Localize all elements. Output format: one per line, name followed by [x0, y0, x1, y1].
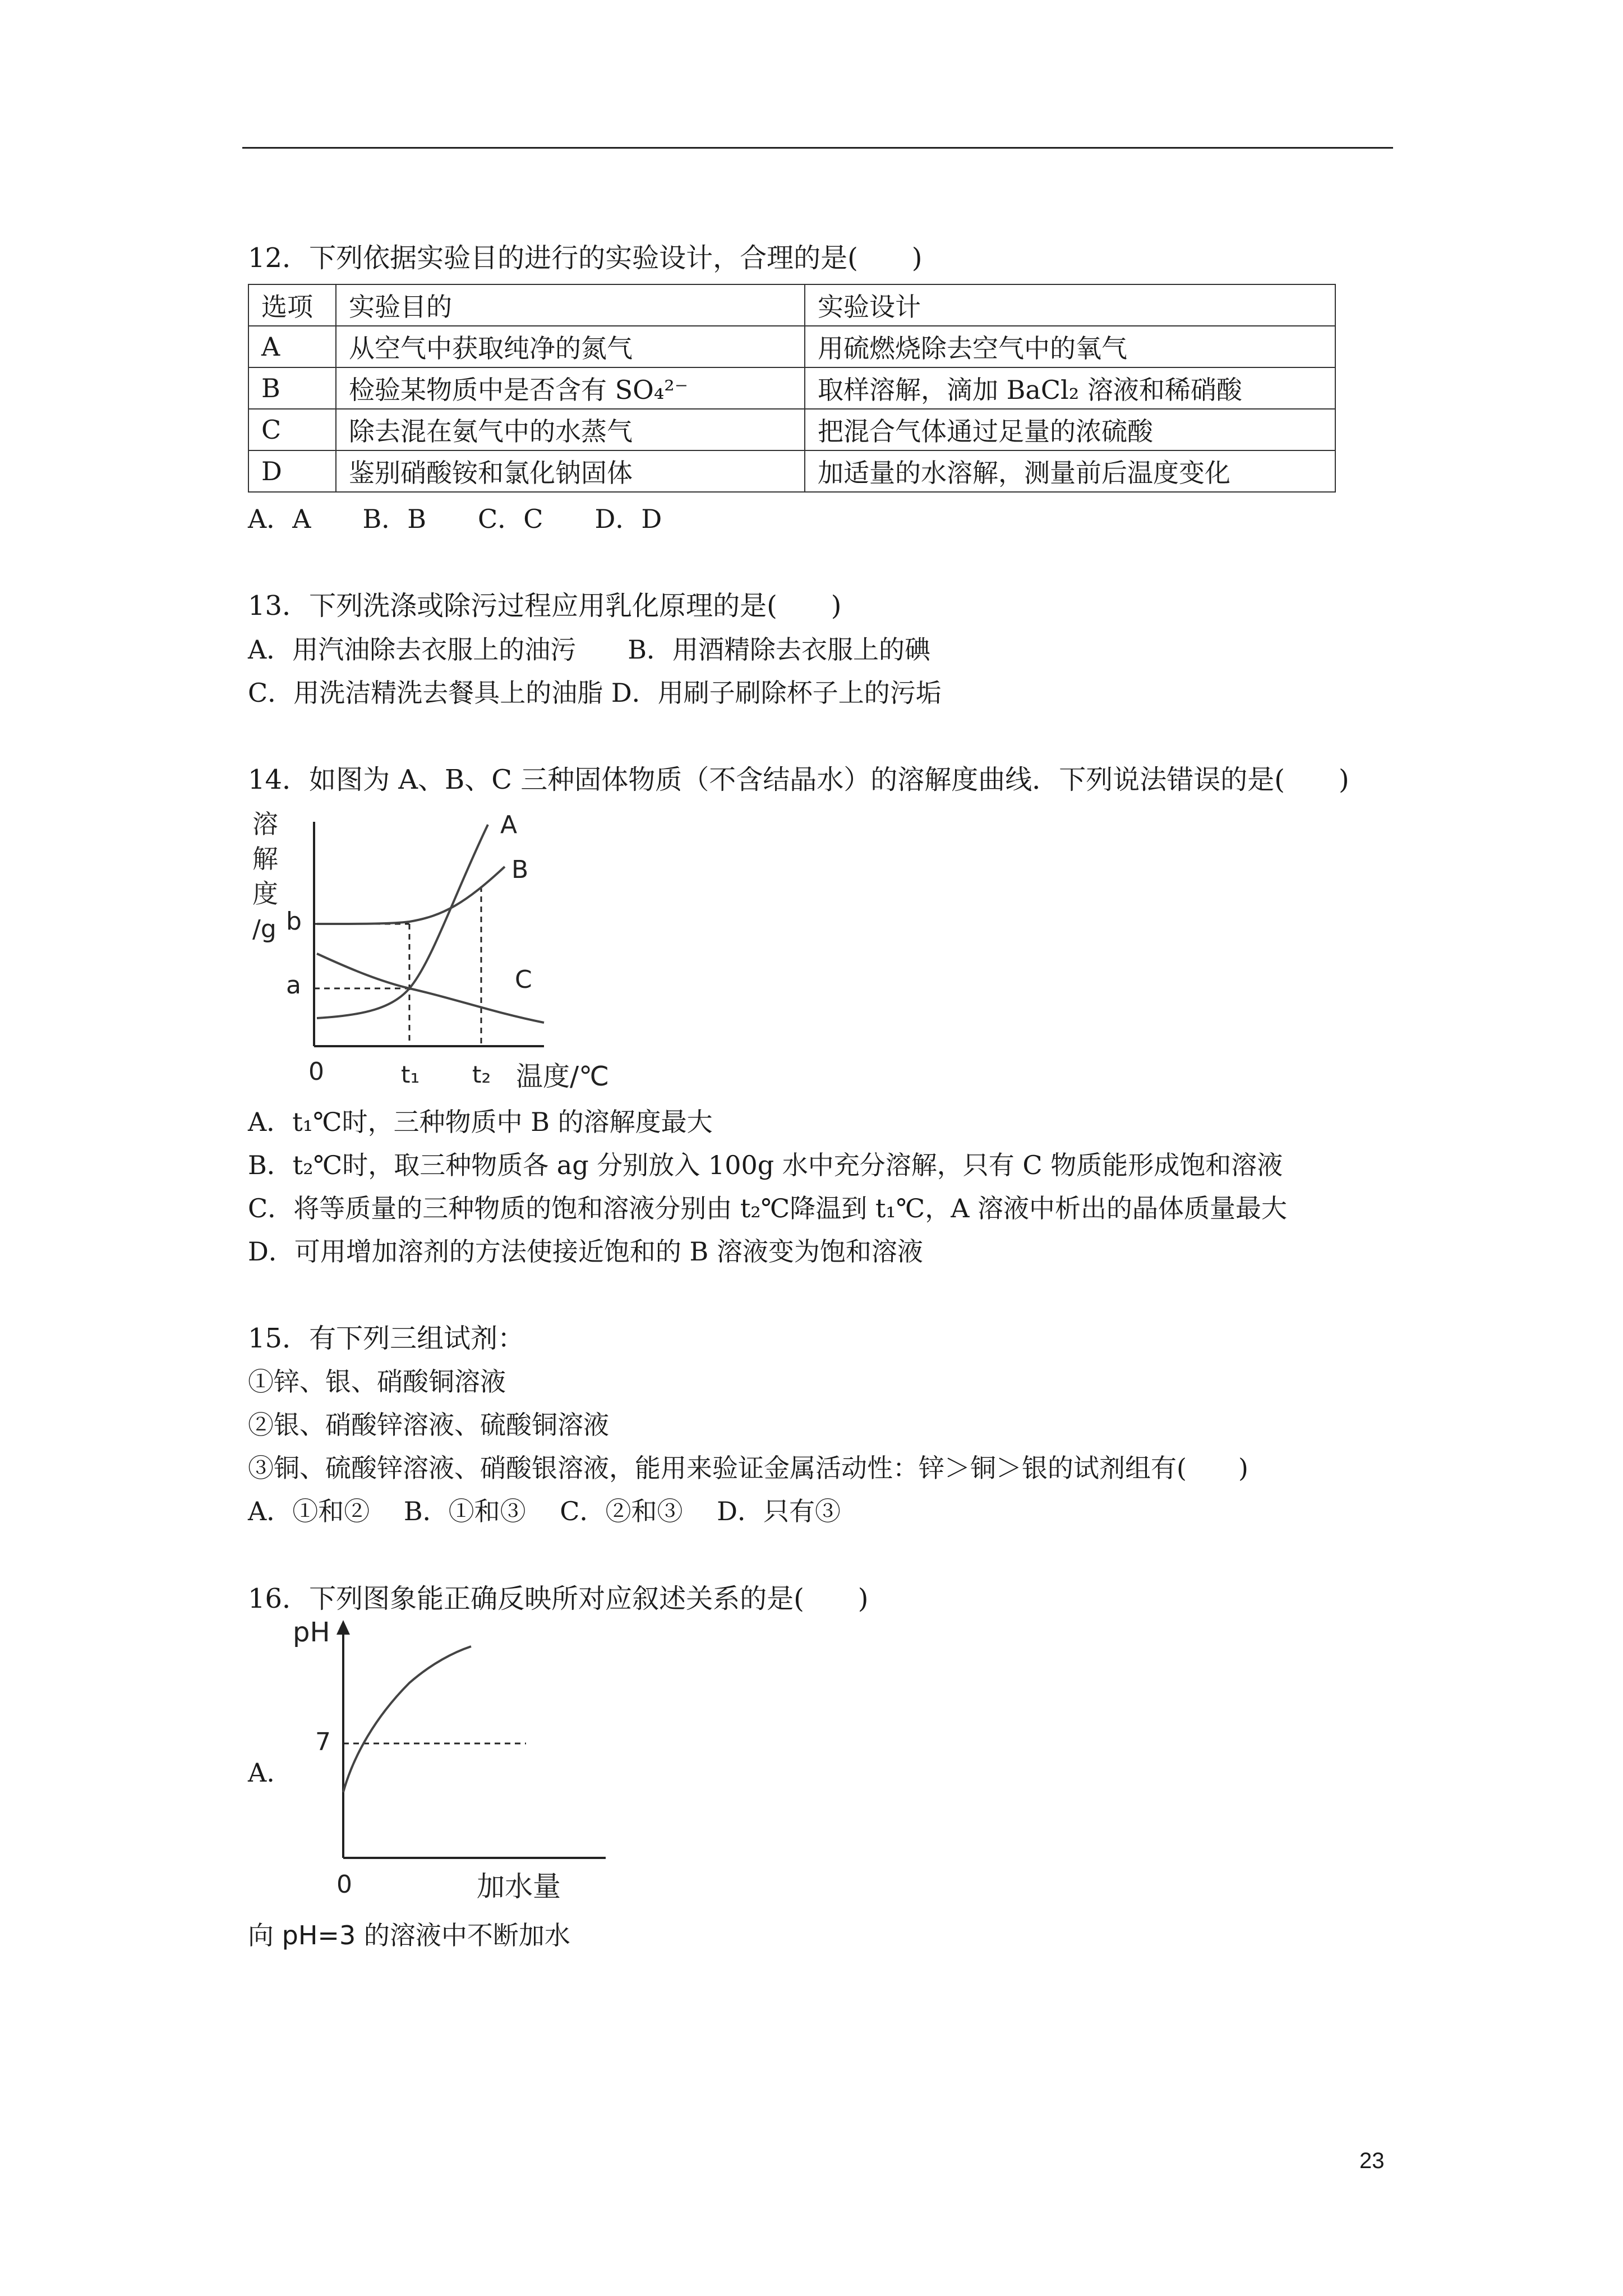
b-tick-label: b: [286, 907, 302, 936]
q14-option-d: D．可用增加溶剂的方法使接近饱和的 B 溶液变为饱和溶液: [248, 1236, 923, 1267]
t2-tick-label: t₂: [472, 1061, 491, 1088]
q15-group-2: ②银、硝酸锌溶液、硫酸铜溶液: [248, 1410, 609, 1440]
table-cell: 把混合气体通过足量的浓硫酸: [805, 409, 1335, 450]
table-cell: A: [248, 326, 336, 367]
table-cell: 从空气中获取纯净的氮气: [336, 326, 805, 367]
q13-options-cd: C．用洗洁精洗去餐具上的油脂 D．用刷子刷除杯子上的污垢: [248, 678, 942, 708]
q14-option-a: A．t₁℃时，三种物质中 B 的溶解度最大: [248, 1107, 713, 1137]
q12-answers: A．A B．B C．C D．D: [248, 504, 662, 534]
y-axis-label-4: /g: [252, 915, 276, 944]
q13-options-ab: A．用汽油除去衣服上的油污 B．用酒精除去衣服上的碘: [248, 634, 931, 665]
ph7-tick-label: 7: [315, 1728, 331, 1756]
q16-option-label: A.: [248, 1757, 275, 1788]
table-row: [248, 326, 1335, 367]
q15-stem: 15．有下列三组试剂：: [248, 1323, 525, 1354]
table-header: 实验目的: [336, 284, 805, 326]
table-row: [248, 409, 1335, 450]
t1-tick-label: t₁: [401, 1061, 420, 1088]
ph-curve: [343, 1646, 471, 1792]
origin-label: 0: [308, 1057, 324, 1086]
solubility-curve-graph: [241, 799, 656, 1102]
table-row: [248, 367, 1335, 409]
y-axis-label: pH: [293, 1617, 330, 1648]
q15-group-1: ①锌、银、硝酸铜溶液: [248, 1366, 506, 1397]
y-axis-label-2: 解: [252, 844, 278, 874]
q15-answers: A．①和② B．①和③ C．②和③ D．只有③: [248, 1496, 841, 1526]
curve-a-label: A: [500, 811, 518, 839]
q12-table: [248, 284, 1336, 493]
table-header: 选项: [248, 284, 336, 326]
table-cell: 检验某物质中是否含有 SO₄²⁻: [336, 367, 805, 409]
q14-option-b: B．t₂℃时，取三种物质各 ag 分别放入 100g 水中充分溶解，只有 C 物质能形成饱和溶液: [248, 1150, 1283, 1180]
table-row: [248, 450, 1335, 492]
ph-graph: [280, 1616, 617, 1907]
x-axis-label: 温度/℃: [516, 1061, 610, 1092]
table-cell: 鉴别硝酸铵和氯化钠固体: [336, 450, 805, 492]
y-axis-arrow: [336, 1620, 350, 1635]
q13-stem: 13．下列洗涤或除污过程应用乳化原理的是( ): [248, 590, 842, 622]
q14-stem: 14．如图为 A、B、C 三种固体物质（不含结晶水）的溶解度曲线．下列说法错误的是( ): [248, 764, 1349, 795]
q15-group-3: ③铜、硫酸锌溶液、硝酸银溶液，能用来验证金属活动性：锌＞铜＞银的试剂组有( ): [248, 1453, 1248, 1483]
q16-stem: 16．下列图象能正确反映所对应叙述关系的是( ): [248, 1583, 869, 1614]
q16-caption: 向 pH=3 的溶液中不断加水: [248, 1920, 570, 1950]
origin-label: 0: [336, 1870, 352, 1899]
table-cell: 取样溶解，滴加 BaCl₂ 溶液和稀硝酸: [805, 367, 1335, 409]
y-axis-label-1: 溶: [252, 809, 278, 839]
q14-option-c: C．将等质量的三种物质的饱和溶液分别由 t₂℃降温到 t₁℃，A 溶液中析出的晶体质量最大: [248, 1193, 1288, 1223]
curve-c-label: C: [515, 965, 532, 994]
a-tick-label: a: [286, 971, 301, 1000]
table-cell: 用硫燃烧除去空气中的氧气: [805, 326, 1335, 367]
y-axis-label-3: 度: [252, 878, 278, 909]
q12-stem: 12．下列依据实验目的进行的实验设计，合理的是( ): [248, 242, 923, 274]
table-cell: 除去混在氨气中的水蒸气: [336, 409, 805, 450]
header-rule: [242, 147, 1393, 149]
table-cell: C: [248, 409, 336, 450]
table-cell: B: [248, 367, 336, 409]
table-header-row: [248, 284, 1335, 326]
table-header: 实验设计: [805, 284, 1335, 326]
x-axis-label: 加水量: [477, 1870, 561, 1903]
page-number: 23: [1359, 2148, 1385, 2173]
curve-c: [317, 954, 544, 1023]
curve-b: [317, 867, 505, 924]
curve-b-label: B: [511, 855, 529, 884]
table-cell: D: [248, 450, 336, 492]
table-cell: 加适量的水溶解，测量前后温度变化: [805, 450, 1335, 492]
